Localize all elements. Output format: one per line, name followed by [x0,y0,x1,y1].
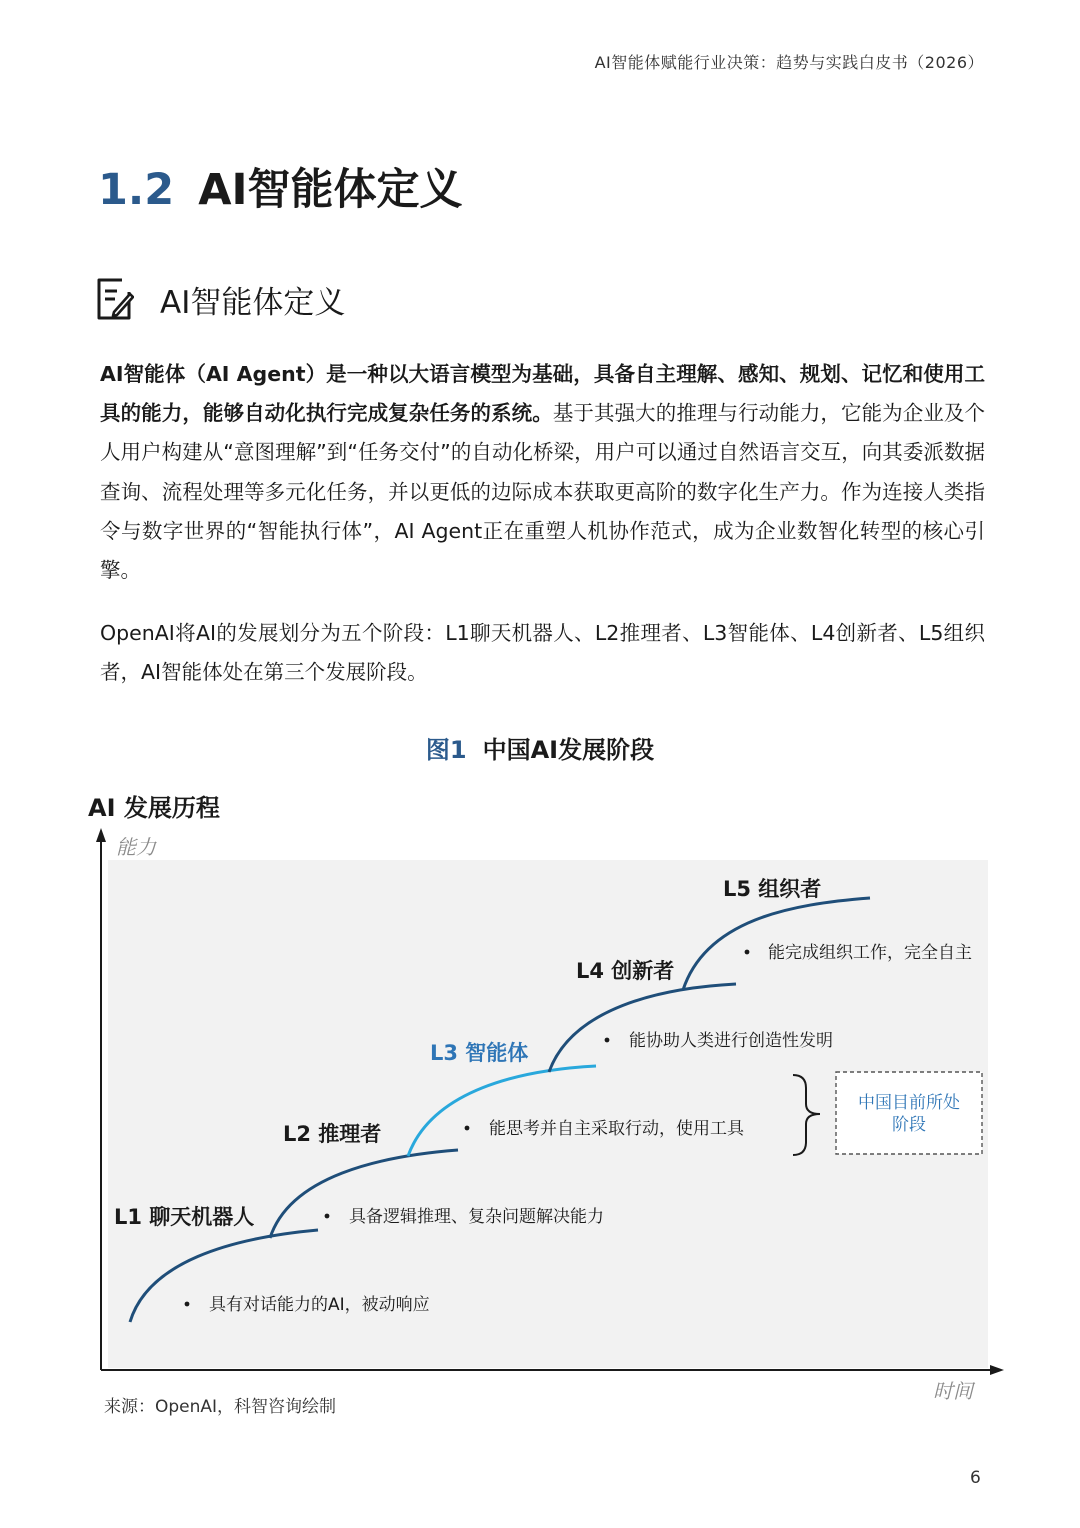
stage-desc-l5: 能完成组织工作，完全自主 [768,943,972,963]
callout-line-1: 中国目前所处 [858,1093,960,1113]
source-note: 来源：OpenAI，科智咨询绘制 [104,1397,337,1417]
stage-label-l5: L5 组织者 [723,877,822,901]
stage-label-l1: L1 聊天机器人 [114,1205,255,1229]
figure-number: 图1 [425,736,467,764]
running-header: AI智能体赋能行业决策：趋势与实践白皮书（2026） [594,53,984,72]
stage-desc-l1: 具有对话能力的AI，被动响应 [209,1295,430,1315]
section-title-text: AI智能体定义 [198,165,463,215]
stage-label-l2: L2 推理者 [283,1122,382,1146]
bullet-dot-l2 [325,1214,330,1219]
y-axis-label: 能力 [116,835,156,859]
stage-label-l4: L4 创新者 [576,959,675,983]
definition-body-text: 基于其强大的推理与行动能力，它能为企业及个人用户构建从“意图理解”到“任务交付”的自动化桥梁，用户可以通过自然语言交互，向其委派数据查询、流程处理等多元化任务，并以更低的边际成本获取更高阶的数字化生产力。作为连接人类指令与数字世界的“智能执行体”，AI Agent正在重塑人机协作范式，成为企业数智化转型的核心引擎。 [100,401,986,583]
stage-desc-l2: 具备逻辑推理、复杂问题解决能力 [349,1207,604,1227]
bullet-dot-l3 [465,1126,470,1131]
bullet-dot-l4 [605,1038,610,1043]
page-number: 6 [970,1468,981,1488]
bullet-dot-l1 [185,1302,190,1307]
callout-line-2: 阶段 [892,1115,926,1135]
stage-desc-l4: 能协助人类进行创造性发明 [629,1031,833,1051]
stage-label-l3: L3 智能体 [430,1041,529,1065]
definition-bold-text: AI智能体（AI Agent）是一种以大语言模型为基础，具备自主理解、感知、规划、记忆和使用工具的能力，能够自动化执行完成复杂任务的系统。 [100,362,985,426]
stages-paragraph: OpenAI将AI的发展划分为五个阶段：L1聊天机器人、L2推理者、L3智能体、L4创新者、L5组织者，AI智能体处在第三个发展阶段。 [100,621,985,685]
figure-title: 中国AI发展阶段 [482,736,655,764]
section-number: 1.2 [98,165,175,215]
x-axis-label: 时间 [933,1379,973,1403]
chart-title: AI 发展历程 [88,794,220,822]
bullet-dot-l5 [745,950,750,955]
x-axis-arrow [990,1365,1004,1375]
callout-box [836,1072,982,1154]
stage-desc-l3: 能思考并自主采取行动，使用工具 [489,1119,744,1139]
y-axis-arrow [96,828,106,842]
subsection-title: AI智能体定义 [160,284,346,321]
